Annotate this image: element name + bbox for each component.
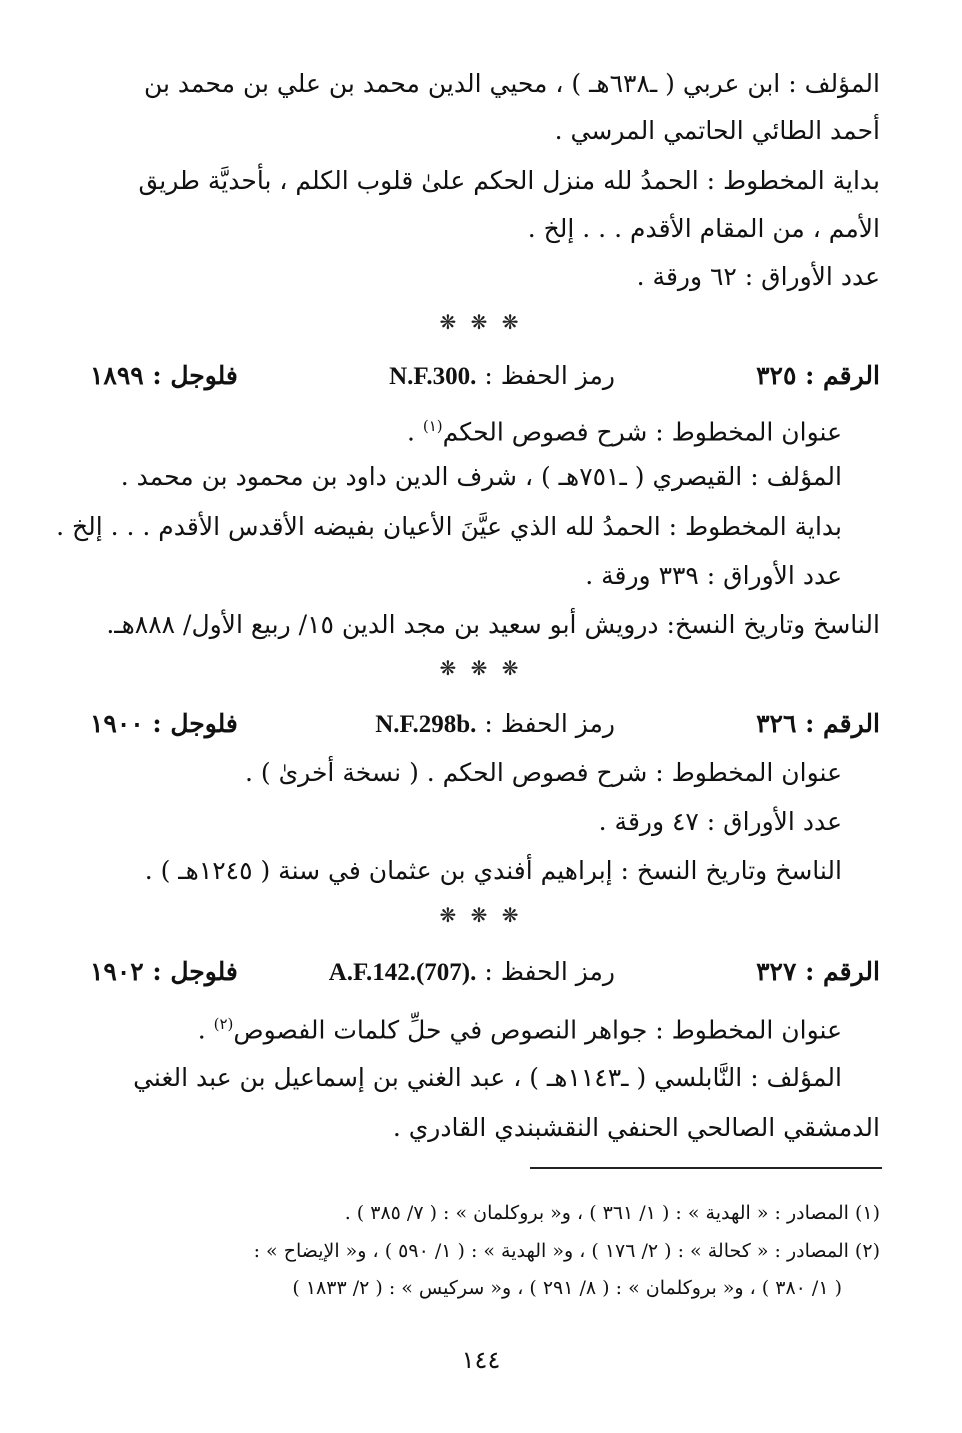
entry-327-header xyxy=(90,954,880,990)
prev-begin-line-2: الأمم ، من المقام الأقدم . . . إلخ . xyxy=(527,214,880,243)
entry-number: الرقم : ٣٢٦ xyxy=(756,709,880,738)
footnote-2-line-2: ( ١/ ٣٨٠ ) ، و« بروكلمان » : ( ٨/ ٢٩١ ) ، و« سركيس » : ( ٢/ ١٨٣٣ ) xyxy=(292,1277,842,1299)
prev-begin-line-1: بداية المخطوط : الحمدُ لله منزل الحكم علىٰ قلوب الكلم ، بأحديَّة طريق xyxy=(138,166,880,195)
shelf-label: رمز الحفظ : xyxy=(484,709,615,738)
shelf-code: N.F.300. xyxy=(389,363,477,390)
title-end: . xyxy=(406,417,423,447)
entry-326-leaves: عدد الأوراق : ٤٧ ورقة . xyxy=(598,807,842,836)
footnote-ref: (١) xyxy=(422,417,443,435)
title-text: عنوان المخطوط : جواهر النصوص في حلِّ كلمات الفصوص xyxy=(233,1015,842,1045)
shelf-mark xyxy=(389,358,615,395)
entry-number: الرقم : ٣٢٧ xyxy=(756,957,880,986)
entry-number: الرقم : ٣٢٥ xyxy=(756,361,880,390)
separator: ❋ ❋ ❋ xyxy=(439,656,523,680)
entry-325-copyist: الناسخ وتاريخ النسخ: درويش أبو سعيد بن مجد الدين ١٥/ ربيع الأول/ ٨٨٨هـ. xyxy=(106,610,880,639)
prev-author-line-2: أحمد الطائي الحاتمي المرسي . xyxy=(554,116,880,145)
footnote-2-line-1: (٢) المصادر : « كحالة » : ( ٢/ ١٧٦ ) ، و« الهدية » : ( ١/ ٥٩٠ ) ، و« الإيضاح » : xyxy=(253,1240,880,1262)
shelf-label: رمز الحفظ : xyxy=(484,361,615,390)
entry-327-author-line-2: الدمشقي الصالحي الحنفي النقشبندي القادري . xyxy=(392,1113,880,1142)
shelf-label: رمز الحفظ : xyxy=(484,957,615,986)
entry-326-copyist: الناسخ وتاريخ النسخ : إبراهيم أفندي بن عثمان في سنة ( ١٢٤٥هـ ) . xyxy=(144,856,842,885)
shelf-mark xyxy=(329,954,615,991)
shelf-code: A.F.142.(707). xyxy=(328,959,477,986)
prev-leaves: عدد الأوراق : ٦٢ ورقة . xyxy=(636,262,880,291)
footnote-ref: (٢) xyxy=(213,1015,234,1033)
flugel-number: فلوجل : ١٩٠٠ xyxy=(90,709,238,738)
footnote-rule xyxy=(530,1167,882,1169)
entry-326-title: عنوان المخطوط : شرح فصوص الحكم . ( نسخة أخرىٰ ) . xyxy=(245,758,842,787)
separator: ❋ ❋ ❋ xyxy=(439,903,523,927)
entry-325-header xyxy=(90,358,880,394)
entry-327-author-line-1: المؤلف : النَّابلسي ( ـ١١٤٣هـ ) ، عبد الغني بن إسماعيل بن عبد الغني xyxy=(133,1063,842,1092)
title-end: . xyxy=(197,1015,214,1045)
separator: ❋ ❋ ❋ xyxy=(439,310,523,334)
title-text: عنوان المخطوط : شرح فصوص الحكم xyxy=(442,417,842,447)
entry-327-title xyxy=(198,1006,842,1048)
entry-325-title xyxy=(407,408,842,450)
shelf-mark xyxy=(375,706,615,743)
shelf-code: N.F.298b. xyxy=(375,711,477,738)
prev-author-line-1: المؤلف : ابن عربي ( ـ٦٣٨هـ ) ، محيي الدين محمد بن علي بن محمد بن xyxy=(144,69,880,98)
entry-326-header xyxy=(90,706,880,742)
page-number: ١٤٤ xyxy=(461,1346,501,1374)
entry-325-author: المؤلف : القيصري ( ـ٧٥١هـ ) ، شرف الدين داود بن محمود بن محمد . xyxy=(120,462,842,491)
flugel-number: فلوجل : ١٩٠٢ xyxy=(90,957,238,986)
entry-325-begin: بداية المخطوط : الحمدُ لله الذي عيَّنَ الأعيان بفيضه الأقدس الأقدم . . . إلخ . xyxy=(56,512,842,541)
footnote-1: (١) المصادر : « الهدية » : ( ١/ ٣٦١ ) ، و« بروكلمان » : ( ٧/ ٣٨٥ ) . xyxy=(344,1202,880,1224)
entry-325-leaves: عدد الأوراق : ٣٣٩ ورقة . xyxy=(585,561,842,590)
flugel-number: فلوجل : ١٨٩٩ xyxy=(90,361,238,390)
